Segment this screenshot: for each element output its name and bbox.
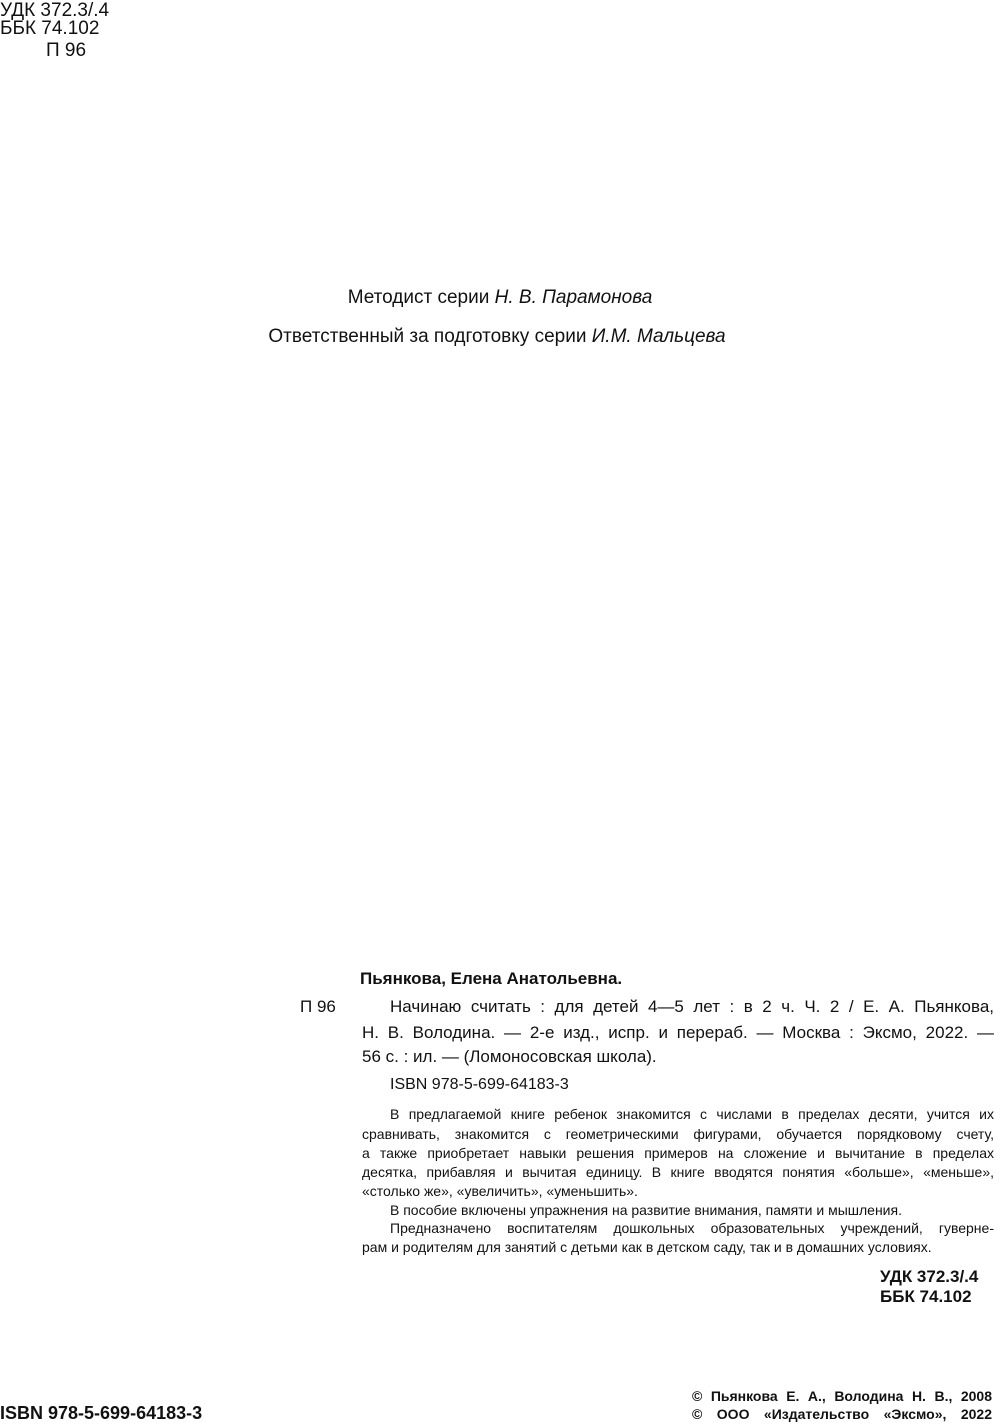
footer-isbn: ISBN 978-5-699-64183-3: [0, 1403, 203, 1423]
annotation-line-4: десятка, прибавляя и вычитая единицу. В книге вводятся понятия «больше», «меньше»,: [362, 1164, 994, 1180]
responsible-name: И.М. Мальцева: [591, 326, 726, 347]
udk-code-top: УДК 372.3/.4: [0, 0, 110, 21]
bib-isbn: ISBN 978-5-699-64183-3: [390, 1076, 569, 1093]
bib-author-mark: П 96: [300, 997, 336, 1016]
annotation-line-7: Предназначено воспитателям дошкольных образовательных учреждений, гуверне-: [390, 1220, 994, 1236]
methodist-role: Методист серии: [347, 287, 490, 308]
author-mark-top: П 96: [46, 40, 87, 61]
annotation-line-1: В предлагаемой книге ребенок знакомится с числами в пределах десяти, учится их: [390, 1106, 994, 1122]
bib-line-3: 56 с. : ил. — (Ломоносовская школа).: [362, 1047, 657, 1066]
udk-code-bottom: УДК 372.3/.4: [880, 1267, 979, 1286]
annotation-line-2: сравнивать, знакомится с геометрическими фигурами, обучается порядковому счету,: [362, 1126, 994, 1142]
copyright-authors: © Пьянкова Е. А., Володина Н. В., 2008: [692, 1388, 992, 1404]
responsible-role: Ответственный за подготовку серии: [268, 326, 587, 347]
annotation-line-3: а также приобретает навыки решения примеров на сложение и вычитание в пределах: [362, 1145, 994, 1161]
bbk-code-top: ББК 74.102: [0, 18, 100, 39]
annotation-line-5: «столько же», «увеличить», «уменьшить».: [362, 1183, 638, 1199]
annotation-line-8: рам и родителям для занятий с детьми как в детском саду, так и в домашних условиях.: [362, 1239, 932, 1255]
methodist-credit: [0, 286, 1000, 310]
methodist-name: Н. В. Парамонова: [494, 287, 653, 308]
bib-author-heading: Пьянкова, Елена Анатольевна.: [360, 969, 623, 988]
bbk-code-bottom: ББК 74.102: [880, 1287, 972, 1306]
copyright-publisher: © ООО «Издательство «Эксмо», 2022: [692, 1406, 992, 1422]
responsible-credit: [0, 325, 997, 349]
bib-line-1: Начинаю считать : для детей 4—5 лет : в 2 ч. Ч. 2 / Е. А. Пьянкова,: [390, 997, 994, 1016]
bib-line-2: Н. В. Володина. — 2-е изд., испр. и перераб. — Москва : Эксмо, 2022. —: [362, 1023, 994, 1042]
annotation-line-6: В пособие включены упражнения на развитие внимания, памяти и мышления.: [390, 1202, 902, 1218]
